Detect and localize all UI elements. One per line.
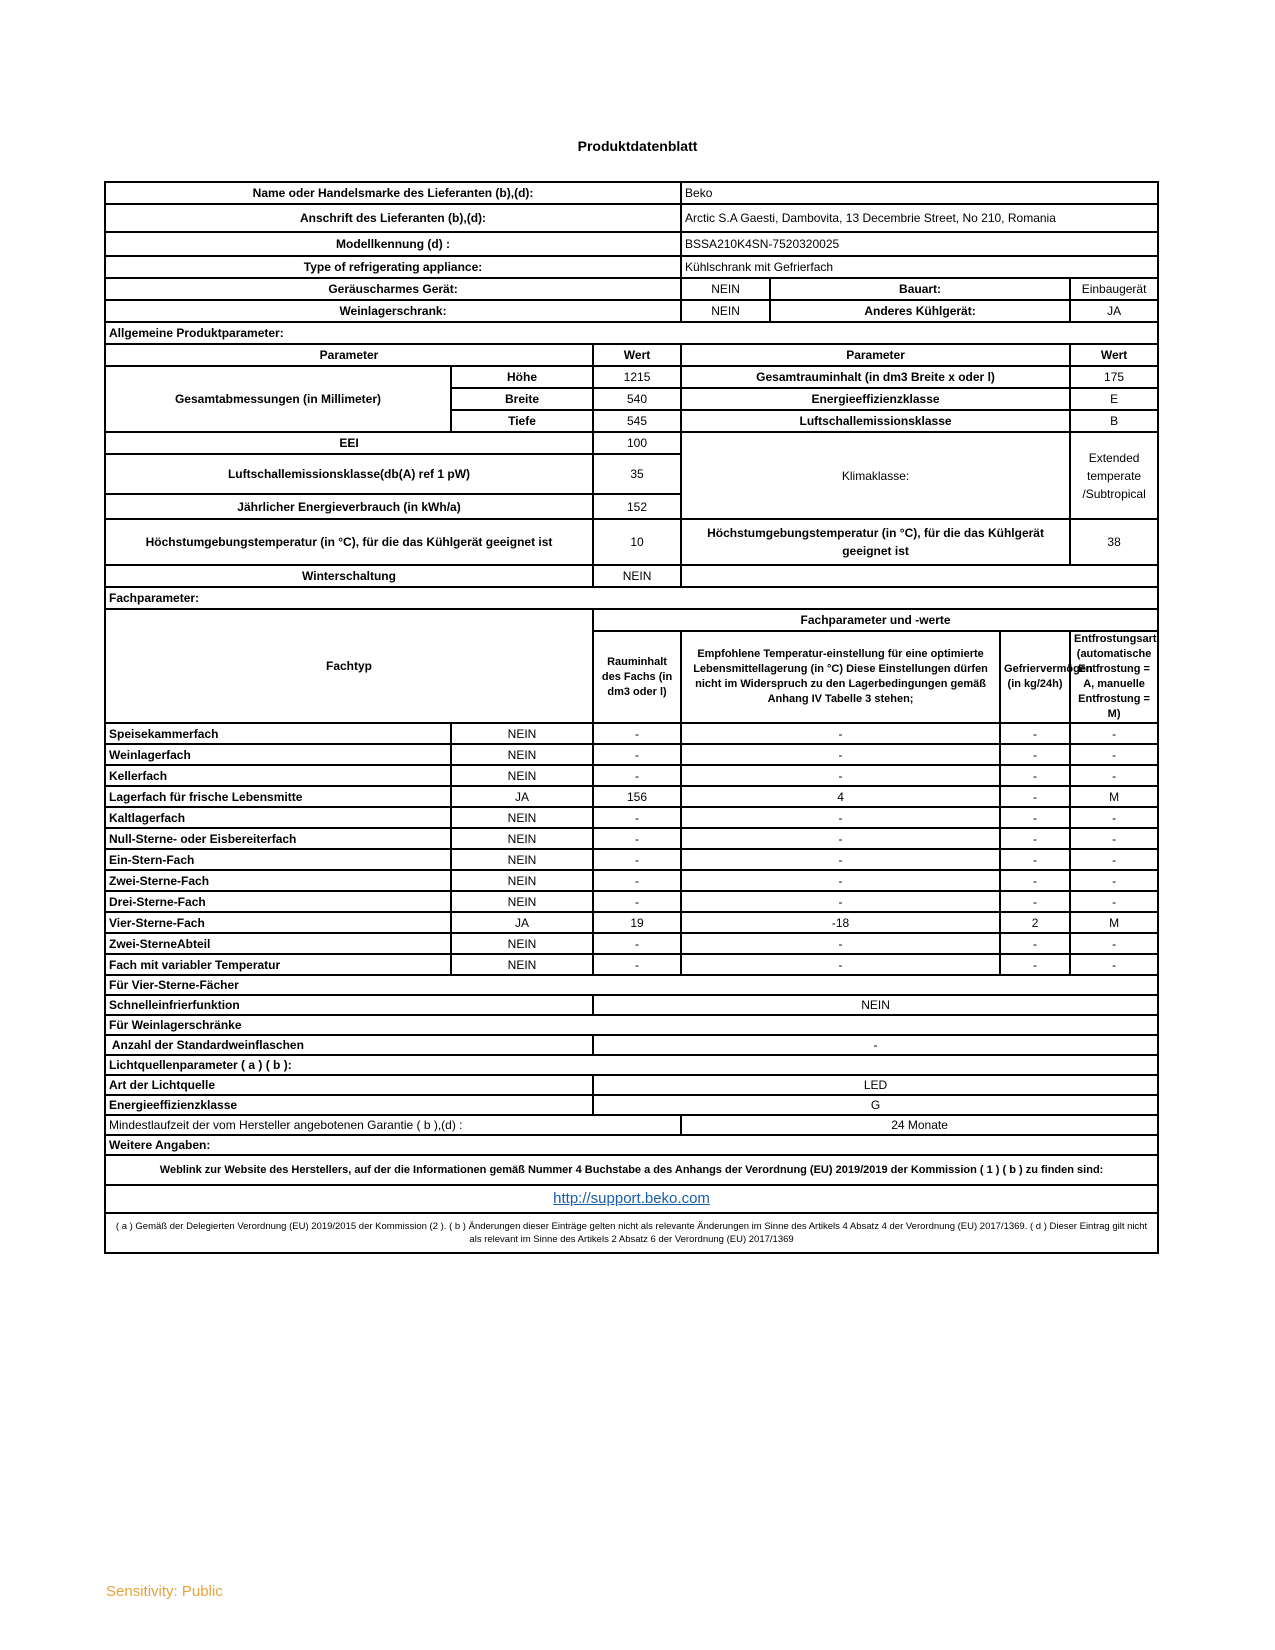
compartment-name: Lagerfach für frische Lebensmitte <box>105 786 451 807</box>
annual-energy-label: Jährlicher Energieverbrauch (in kWh/a) <box>105 494 593 519</box>
compartment-row <box>105 870 1158 891</box>
compartment-name: Kellerfach <box>105 765 451 786</box>
page-title: Produktdatenblatt <box>577 138 698 154</box>
compartment-row <box>105 807 1158 828</box>
compartment-temp: - <box>681 744 1000 765</box>
compartment-defrost: M <box>1070 786 1158 807</box>
compartment-row <box>105 744 1158 765</box>
compartment-defrost: - <box>1070 933 1158 954</box>
height-value: 1215 <box>593 366 681 388</box>
appliance-type-label: Type of refrigerating appliance: <box>105 256 681 278</box>
width-value: 540 <box>593 388 681 410</box>
compartment-volume: 19 <box>593 912 681 933</box>
compartment-volume: - <box>593 828 681 849</box>
light-section-label: Lichtquellenparameter ( a ) ( b ): <box>105 1055 1158 1075</box>
model-label: Modellkennung (d) : <box>105 232 681 256</box>
compartment-volume: - <box>593 744 681 765</box>
compartment-row <box>105 912 1158 933</box>
empty-cell <box>681 565 1158 587</box>
col-volume-header: Rauminhalt des Fachs (in dm3 oder l) <box>593 631 681 723</box>
compartment-volume: - <box>593 723 681 744</box>
compartment-present: NEIN <box>451 954 593 975</box>
compartment-row <box>105 765 1158 786</box>
compartment-present: NEIN <box>451 828 593 849</box>
compartment-present: NEIN <box>451 744 593 765</box>
volume-label: Gesamtrauminhalt (in dm3 Breite x oder l) <box>681 366 1070 388</box>
compartment-freeze: 2 <box>1000 912 1070 933</box>
eei-value: 100 <box>593 432 681 454</box>
design-value: Einbaugerät <box>1070 278 1158 300</box>
compartment-row <box>105 786 1158 807</box>
value-header: Wert <box>593 344 681 366</box>
depth-label: Tiefe <box>451 410 593 432</box>
compartment-section-label: Fachparameter: <box>105 587 1158 609</box>
compartment-defrost: - <box>1070 723 1158 744</box>
compartment-volume: - <box>593 933 681 954</box>
param-header-2: Parameter <box>681 344 1070 366</box>
compartment-row <box>105 723 1158 744</box>
low-noise-label: Geräuscharmes Gerät: <box>105 278 681 300</box>
compartment-present: NEIN <box>451 723 593 744</box>
compartment-defrost: - <box>1070 828 1158 849</box>
compartment-present: NEIN <box>451 870 593 891</box>
compartment-volume: - <box>593 870 681 891</box>
compartment-freeze: - <box>1000 744 1070 765</box>
supplier-name-value: Beko <box>681 182 1158 204</box>
compartment-present: NEIN <box>451 933 593 954</box>
compartment-type-header: Fachtyp <box>105 609 593 723</box>
param-header: Parameter <box>105 344 593 366</box>
supplier-address-label: Anschrift des Lieferanten (b),(d): <box>105 204 681 232</box>
light-type-label: Art der Lichtquelle <box>105 1075 593 1095</box>
compartment-defrost: - <box>1070 891 1158 912</box>
manufacturer-link[interactable]: http://support.beko.com <box>553 1190 710 1207</box>
climate-class-label: Klimaklasse: <box>681 432 1070 519</box>
compartment-row <box>105 849 1158 870</box>
compartment-defrost: M <box>1070 912 1158 933</box>
compartment-temp: - <box>681 891 1000 912</box>
height-label: Höhe <box>451 366 593 388</box>
wine-bottles-label: Anzahl der Standardweinflaschen <box>105 1035 593 1055</box>
noise-db-value: 35 <box>593 454 681 494</box>
width-label: Breite <box>451 388 593 410</box>
noise-db-label: Luftschallemissionsklasse(db(A) ref 1 pW) <box>105 454 593 494</box>
winter-switch-value: NEIN <box>593 565 681 587</box>
col-temp-header: Empfohlene Temperatur-einstellung für eine optimierte Lebensmittellagerung (in °C) Diese Einstellungen dürfen nicht im Widerspruch zu den Lagerbedingungen gemäß Anhang IV Tabelle 3 stehen; <box>681 631 1000 723</box>
compartment-temp: - <box>681 828 1000 849</box>
volume-value: 175 <box>1070 366 1158 388</box>
compartment-name: Null-Sterne- oder Eisbereiterfach <box>105 828 451 849</box>
compartment-row <box>105 933 1158 954</box>
compartment-temp: - <box>681 954 1000 975</box>
wine-cabinet-label: Weinlagerschrank: <box>105 300 681 322</box>
appliance-type-value: Kühlschrank mit Gefrierfach <box>681 256 1158 278</box>
compartment-freeze: - <box>1000 786 1070 807</box>
depth-value: 545 <box>593 410 681 432</box>
compartment-name: Vier-Sterne-Fach <box>105 912 451 933</box>
compartment-present: JA <box>451 912 593 933</box>
compartment-volume: - <box>593 807 681 828</box>
compartment-temp: - <box>681 870 1000 891</box>
compartment-defrost: - <box>1070 954 1158 975</box>
four-star-section-label: Für Vier-Sterne-Fächer <box>105 975 1158 995</box>
compartment-present: NEIN <box>451 807 593 828</box>
energy-class-value: E <box>1070 388 1158 410</box>
compartment-freeze: - <box>1000 870 1070 891</box>
compartment-present: NEIN <box>451 891 593 912</box>
warranty-label: Mindestlaufzeit der vom Hersteller angebotenen Garantie ( b ),(d) : <box>105 1115 681 1135</box>
further-section-label: Weitere Angaben: <box>105 1135 1158 1155</box>
compartment-present: JA <box>451 786 593 807</box>
compartment-defrost: - <box>1070 744 1158 765</box>
warranty-value: 24 Monate <box>681 1115 1158 1135</box>
compartment-volume: 156 <box>593 786 681 807</box>
winter-switch-label: Winterschaltung <box>105 565 593 587</box>
footnote: ( a ) Gemäß der Delegierten Verordnung (EU) 2019/2015 der Kommission (2 ). ( b ) Änderungen dieser Einträge gelten nicht als relevante Änderungen im Sinne des Artikels 4 Absatz 4 der Verordnung (EU) 2017/1369. ( d ) Dieser Eintrag gilt nicht als relevant im Sinne des Artikels 2 Absatz 6 der Verordnung (EU) 2017/1369 <box>105 1213 1158 1253</box>
fast-freeze-value: NEIN <box>593 995 1158 1015</box>
sensitivity-label: Sensitivity: Public <box>106 1583 223 1600</box>
compartment-name: Zwei-Sterne-Fach <box>105 870 451 891</box>
wine-bottles-value: - <box>593 1035 1158 1055</box>
compartment-defrost: - <box>1070 765 1158 786</box>
compartment-volume: - <box>593 765 681 786</box>
col-freeze-header: Gefriervermögen (in kg/24h) <box>1000 631 1070 723</box>
compartment-temp: - <box>681 723 1000 744</box>
compartment-row <box>105 828 1158 849</box>
compartment-volume: - <box>593 954 681 975</box>
compartment-defrost: - <box>1070 870 1158 891</box>
max-temp-value: 10 <box>593 519 681 565</box>
light-type-value: LED <box>593 1075 1158 1095</box>
model-value: BSSA210K4SN-7520320025 <box>681 232 1158 256</box>
compartment-name: Fach mit variabler Temperatur <box>105 954 451 975</box>
eei-label: EEI <box>105 432 593 454</box>
compartment-freeze: - <box>1000 849 1070 870</box>
compartment-defrost: - <box>1070 849 1158 870</box>
compartment-name: Weinlagerfach <box>105 744 451 765</box>
wine-cabinet-value: NEIN <box>681 300 770 322</box>
compartment-temp: - <box>681 849 1000 870</box>
compartment-freeze: - <box>1000 933 1070 954</box>
compartment-name: Kaltlagerfach <box>105 807 451 828</box>
weblink-text: Weblink zur Website des Herstellers, auf der die Informationen gemäß Nummer 4 Buchstabe a des Anhangs der Verordnung (EU) 2019/2019 der Kommission ( 1 ) ( b ) zu finden sind: <box>105 1155 1158 1185</box>
compartment-freeze: - <box>1000 891 1070 912</box>
compartment-present: NEIN <box>451 765 593 786</box>
manufacturer-link-cell <box>105 1185 1158 1213</box>
light-class-value: G <box>593 1095 1158 1115</box>
max-temp-value-2: 38 <box>1070 519 1158 565</box>
fast-freeze-label: Schnelleinfrierfunktion <box>105 995 593 1015</box>
compartment-temp: - <box>681 765 1000 786</box>
compartment-freeze: - <box>1000 723 1070 744</box>
compartment-row <box>105 954 1158 975</box>
compartment-freeze: - <box>1000 807 1070 828</box>
compartment-volume: - <box>593 891 681 912</box>
compartment-freeze: - <box>1000 765 1070 786</box>
max-temp-label-2: Höchstumgebungstemperatur (in °C), für die das Kühlgerät geeignet ist <box>681 519 1070 565</box>
compartment-freeze: - <box>1000 828 1070 849</box>
compartment-freeze: - <box>1000 954 1070 975</box>
low-noise-value: NEIN <box>681 278 770 300</box>
climate-class-value: Extended temperate /Subtropical <box>1070 432 1158 519</box>
noise-class-label: Luftschallemissionsklasse <box>681 410 1070 432</box>
col-defrost-header: Entfrostungsart (automatische Entfrostung = A, manuelle Entfrostung = M) <box>1070 631 1158 723</box>
noise-class-value: B <box>1070 410 1158 432</box>
compartment-name: Zwei-SterneAbteil <box>105 933 451 954</box>
dimensions-label: Gesamtabmessungen (in Millimeter) <box>105 366 451 432</box>
compartment-name: Drei-Sterne-Fach <box>105 891 451 912</box>
compartment-present: NEIN <box>451 849 593 870</box>
compartment-row <box>105 891 1158 912</box>
compartment-temp: -18 <box>681 912 1000 933</box>
compartment-name: Speisekammerfach <box>105 723 451 744</box>
other-appliance-label: Anderes Kühlgerät: <box>770 300 1070 322</box>
general-section-label: Allgemeine Produktparameter: <box>105 322 1158 344</box>
design-label: Bauart: <box>770 278 1070 300</box>
compartment-group-header: Fachparameter und -werte <box>593 609 1158 631</box>
compartment-name: Ein-Stern-Fach <box>105 849 451 870</box>
compartment-temp: - <box>681 807 1000 828</box>
supplier-name-label: Name oder Handelsmarke des Lieferanten (b),(d): <box>105 182 681 204</box>
wine-section-label: Für Weinlagerschränke <box>105 1015 1158 1035</box>
value-header-2: Wert <box>1070 344 1158 366</box>
annual-energy-value: 152 <box>593 494 681 519</box>
compartment-temp: - <box>681 933 1000 954</box>
compartment-defrost: - <box>1070 807 1158 828</box>
energy-class-label: Energieeffizienzklasse <box>681 388 1070 410</box>
max-temp-label: Höchstumgebungstemperatur (in °C), für die das Kühlgerät geeignet ist <box>105 519 593 565</box>
supplier-address-value: Arctic S.A Gaesti, Dambovita, 13 Decembrie Street, No 210, Romania <box>681 204 1158 232</box>
light-class-label: Energieeffizienzklasse <box>105 1095 593 1115</box>
compartment-volume: - <box>593 849 681 870</box>
other-appliance-value: JA <box>1070 300 1158 322</box>
compartment-temp: 4 <box>681 786 1000 807</box>
product-data-table <box>104 181 1159 1254</box>
